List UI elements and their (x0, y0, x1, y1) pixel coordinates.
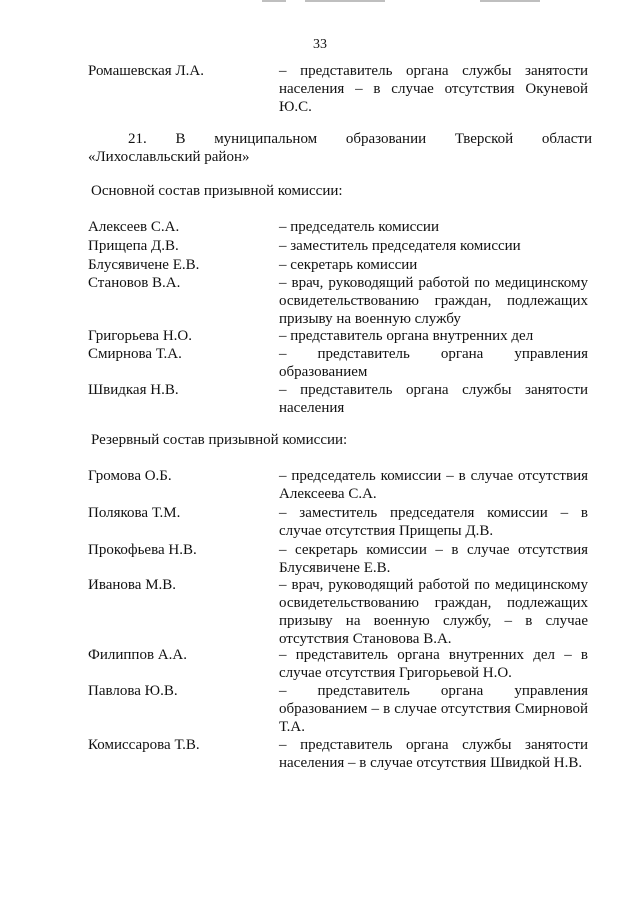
scan-artifact-line (305, 0, 385, 2)
member-role: – врач, руководящий работой по медицинскому освидетельствованию граждан, подлежащих призыву на военную службу, – в случае отсутствия Становова В.А. (279, 577, 588, 647)
main-composition-title: Основной состав призывной комиссии: (91, 183, 343, 199)
member-name: Становов В.А. (88, 275, 181, 291)
member-name: Алексеев С.А. (88, 219, 180, 235)
reserve-composition-title: Резервный состав призывной комиссии: (91, 432, 348, 448)
member-role: – врач, руководящий работой по медицинскому освидетельствованию граждан, подлежащих призыву на военную службу (279, 275, 588, 327)
section-heading (88, 130, 592, 166)
member-role: – представитель органа службы занятости населения – в случае отсутствия Окуневой Ю.С. (279, 63, 588, 115)
member-role: – представитель органа службы занятости населения – в случае отсутствия Швидкой Н.В. (279, 737, 588, 771)
member-name: Смирнова Т.А. (88, 346, 182, 362)
member-name: Иванова М.В. (88, 577, 177, 593)
member-role: – представитель органа управления образованием (279, 346, 588, 380)
member-role: – секретарь комиссии (279, 257, 418, 273)
member-name: Прокофьева Н.В. (88, 542, 197, 558)
member-role: – представитель органа службы занятости населения (279, 382, 588, 416)
member-name: Ромашевская Л.А. (88, 63, 204, 79)
member-name: Павлова Ю.В. (88, 683, 178, 699)
member-name: Полякова Т.М. (88, 505, 181, 521)
member-name: Громова О.Б. (88, 468, 172, 484)
member-name: Комиссарова Т.В. (88, 737, 200, 753)
member-role: – заместитель председателя комиссии – в случае отсутствия Прищепы Д.В. (279, 505, 588, 539)
member-name: Филиппов А.А. (88, 647, 187, 663)
member-role: – представитель органа внутренних дел – в случае отсутствия Григорьевой Н.О. (279, 647, 588, 681)
member-role: – представитель органа внутренних дел (279, 328, 534, 344)
scan-artifact-line (480, 0, 540, 2)
member-role: – представитель органа управления образованием – в случае отсутствия Смирновой Т.А. (279, 683, 588, 735)
member-name: Блусявичене Е.В. (88, 257, 200, 273)
section-heading-line: 21. В муниципальном образовании Тверской области (128, 131, 592, 147)
member-role: – секретарь комиссии – в случае отсутствия Блусявичене Е.В. (279, 542, 588, 576)
member-role: – председатель комиссии – в случае отсутствия Алексеева С.А. (279, 468, 588, 502)
member-name: Швидкая Н.В. (88, 382, 179, 398)
member-role: – заместитель председателя комиссии (279, 238, 521, 254)
member-name: Прищепа Д.В. (88, 238, 179, 254)
member-role: – председатель комиссии (279, 219, 439, 235)
section-heading-line: «Лихославльский район» (88, 149, 250, 165)
page-number: 33 (313, 37, 327, 52)
member-name: Григорьева Н.О. (88, 328, 192, 344)
scan-artifact-line (262, 0, 286, 2)
